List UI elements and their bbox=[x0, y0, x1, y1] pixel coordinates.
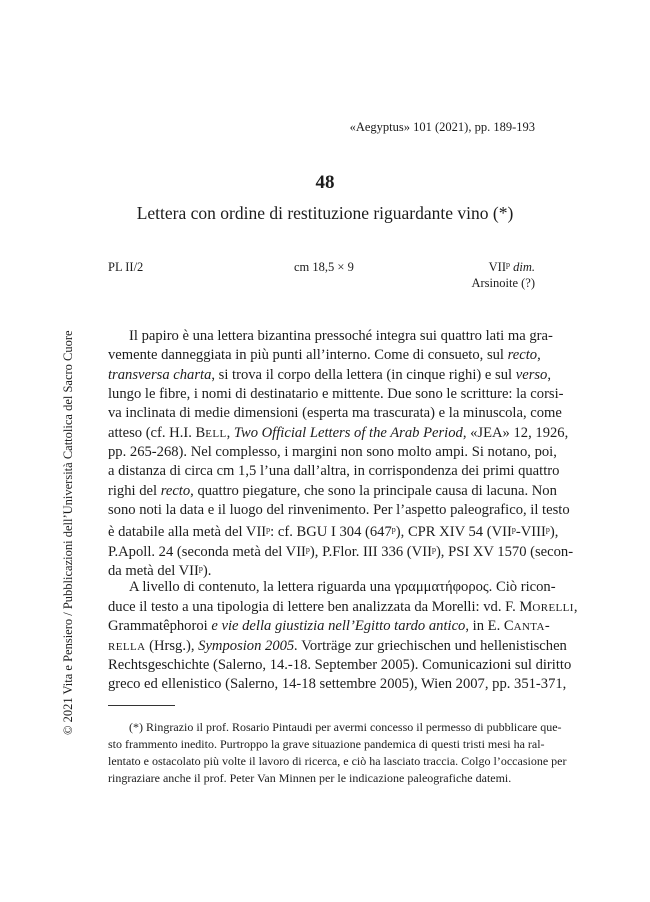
papyrus-dimensions: cm 18,5 × 9 bbox=[294, 260, 354, 274]
body-line: sono noti la data e il luogo del rinvenimento. Per l’aspetto paleografico, il testo bbox=[108, 502, 570, 519]
document-title: Lettera con ordine di restituzione riguardante vino (*) bbox=[136, 203, 514, 223]
copyright-sidebar: © 2021 Vita e Pensiero / Pubblicazioni dell’Università Cattolica del Sacro Cuore bbox=[61, 330, 75, 735]
footnote-line: sto frammento inedito. Purtroppo la grave situazione pandemica di questi tristi mesi ha ral- bbox=[108, 737, 545, 752]
body-line: duce il testo a una tipologia di lettere ben analizzata da Morelli: vd. F. MORELLI, bbox=[108, 598, 578, 615]
date-qualifier: dim. bbox=[510, 260, 535, 274]
body-line: righi del recto, quattro piegature, che sono la principale causa di lacuna. Non bbox=[108, 482, 557, 499]
body-line: RELLA (Hrsg.), Symposion 2005. Vorträge zur griechischen und hellenistischen bbox=[108, 637, 567, 654]
footnote-divider bbox=[108, 705, 175, 706]
body-line: va inclinata di medie dimensioni (esperta ma trascurata) e la minuscola, come bbox=[108, 405, 562, 422]
body-line: atteso (cf. H.I. BELL, Two Official Letters of the Arab Period, «JEA» 12, 1926, bbox=[108, 424, 569, 441]
body-line: è databile alla metà del VII$^p$: cf. BGU I 304 (647$^p$), CPR XIV 54 (VII$^p$-VIII$^p$), bbox=[108, 524, 559, 541]
footnote-line: ringraziare anche il prof. Peter Van Minnen per le indicazione paleografiche datemi. bbox=[108, 771, 512, 786]
body-line: da metà del VII$^p$). bbox=[108, 563, 212, 580]
body-line: lungo le fibre, i nomi di destinatario e mittente. Due sono le scritture: la corsi- bbox=[108, 386, 564, 403]
body-line: P.Apoll. 24 (seconda metà del VII$^p$), P.Flor. III 336 (VII$^p$), PSI XV 1570 (secon- bbox=[108, 543, 574, 560]
body-line: a distanza di circa cm 1,5 l’una dall’altra, in corrispondenza dei primi quattro bbox=[108, 463, 560, 480]
footnote-line: lentato e ostacolato più volte il lavoro di ricerca, e ciò ha lasciato traccia. Colgo l’occasione per bbox=[108, 754, 567, 769]
papyrus-date bbox=[489, 260, 535, 275]
document-number: 48 bbox=[315, 172, 335, 193]
body-line: transversa charta, si trova il corpo della lettera (in cinque righi) e sul verso, bbox=[108, 366, 552, 383]
footnote bbox=[108, 719, 567, 787]
inventory-number: PL II/2 bbox=[108, 260, 144, 274]
footnote-line: (*) Ringrazio il prof. Rosario Pintaudi per avermi concesso il permesso di pubblicare que- bbox=[129, 720, 562, 734]
running-head: «Aegyptus» 101 (2021), pp. 189-193 bbox=[349, 120, 535, 134]
date-century: VII bbox=[488, 260, 506, 274]
date-superscript: p bbox=[506, 260, 510, 269]
body-line: A livello di contenuto, la lettera riguarda una γραμματήφορος. Ciò ricon- bbox=[129, 579, 556, 596]
papyrus-provenance: Arsinoite (?) bbox=[471, 276, 535, 290]
body-line: vemente danneggiata in più punti all’interno. Come di consueto, sul recto, bbox=[108, 347, 541, 364]
body-line: Grammatêphoroi e vie della giustizia nell’Egitto tardo antico, in E. CANTA- bbox=[108, 618, 550, 635]
body-text bbox=[108, 327, 578, 695]
body-line: pp. 265-268). Nel complesso, i margini non sono molto ampi. Si notano, poi, bbox=[108, 444, 557, 461]
body-line: Rechtsgeschichte (Salerno, 14.-18. September 2005). Comunicazioni sul diritto bbox=[108, 656, 572, 673]
body-line: Il papiro è una lettera bizantina pressoché integra sui quattro lati ma gra- bbox=[129, 328, 553, 344]
body-line: greco ed ellenistico (Salerno, 14-18 settembre 2005), Wien 2007, pp. 351-371, bbox=[108, 676, 567, 693]
